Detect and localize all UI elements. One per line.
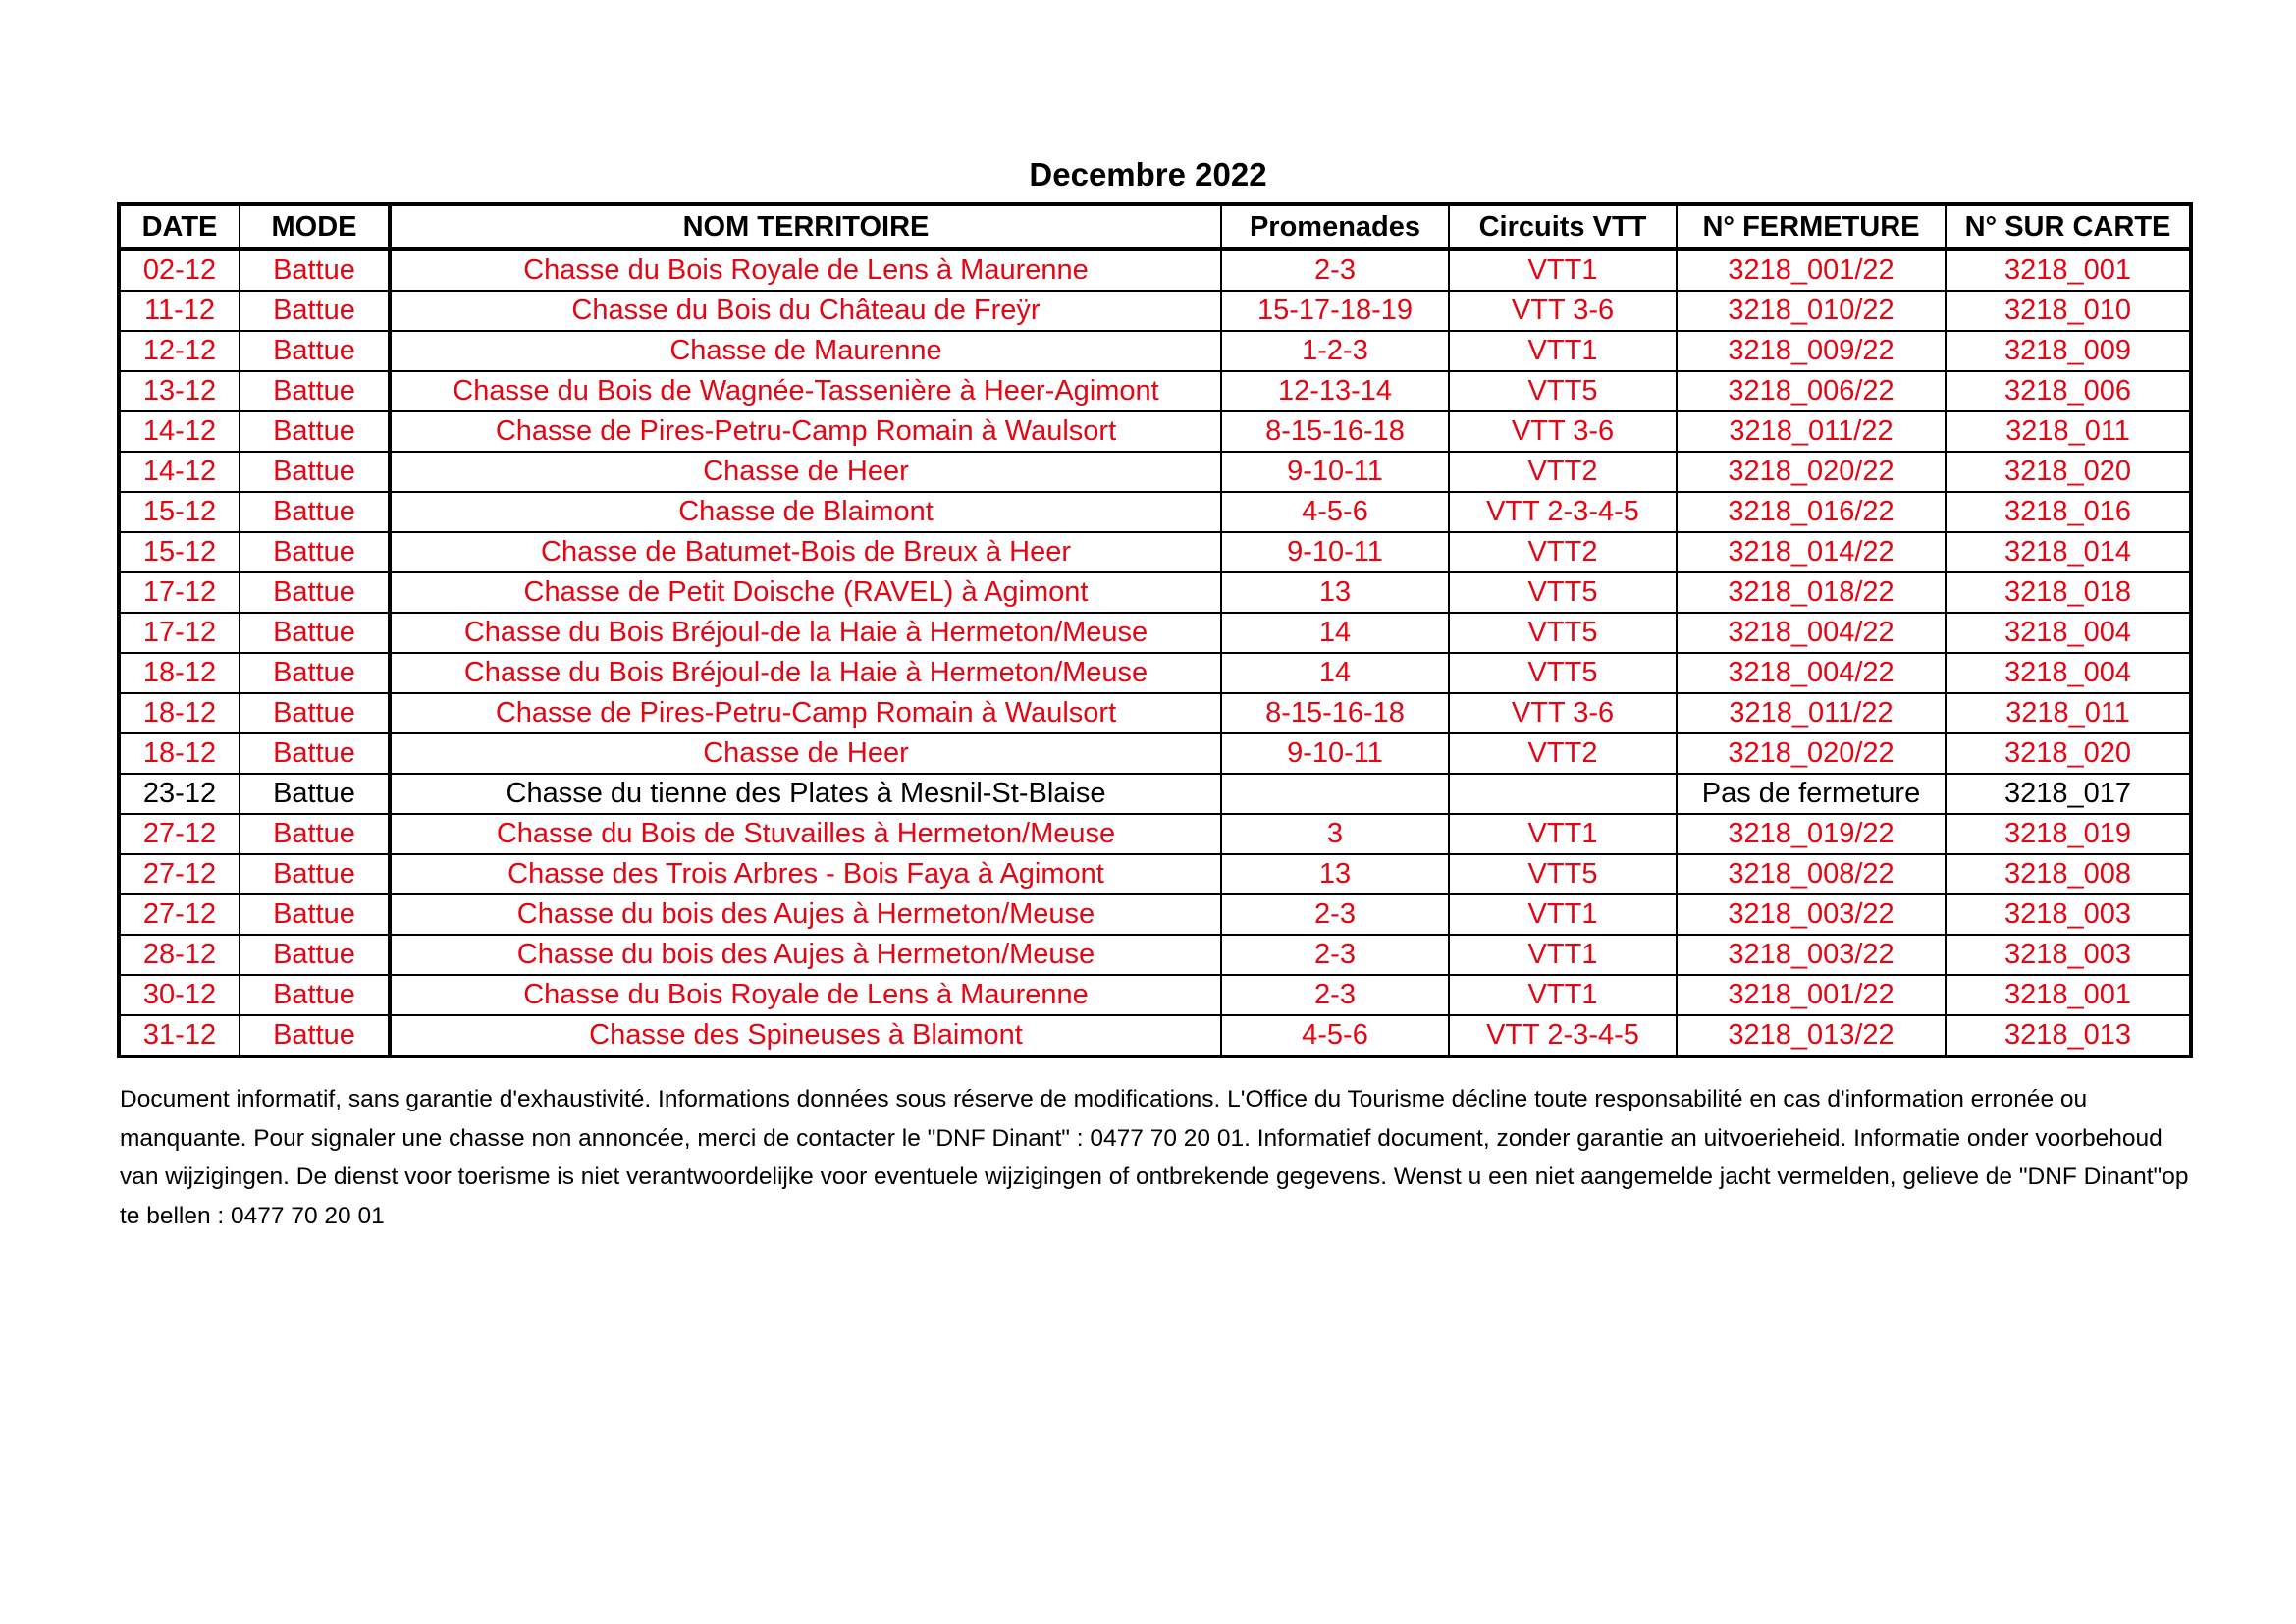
cell-promenades: 9-10-11 (1221, 532, 1449, 572)
cell-carte: 3218_003 (1946, 935, 2191, 975)
cell-promenades: 8-15-16-18 (1221, 693, 1449, 733)
column-header-carte: N° SUR CARTE (1946, 204, 2191, 249)
cell-territoire: Chasse de Pires-Petru-Camp Romain à Waulsort (390, 411, 1221, 452)
cell-date: 15-12 (119, 492, 240, 532)
cell-date: 13-12 (119, 371, 240, 411)
cell-date: 31-12 (119, 1015, 240, 1056)
cell-carte: 3218_004 (1946, 653, 2191, 693)
cell-circuits-vtt: VTT5 (1449, 653, 1677, 693)
cell-carte: 3218_011 (1946, 411, 2191, 452)
cell-carte: 3218_018 (1946, 572, 2191, 613)
cell-circuits-vtt: VTT1 (1449, 249, 1677, 291)
cell-carte: 3218_020 (1946, 452, 2191, 492)
column-header-mode: MODE (240, 204, 390, 249)
table-row (119, 492, 2191, 532)
cell-circuits-vtt: VTT1 (1449, 331, 1677, 371)
cell-territoire: Chasse du bois des Aujes à Hermeton/Meuse (390, 935, 1221, 975)
cell-circuits-vtt: VTT1 (1449, 935, 1677, 975)
table-row (119, 733, 2191, 774)
cell-date: 11-12 (119, 291, 240, 331)
cell-carte: 3218_001 (1946, 975, 2191, 1015)
cell-date: 27-12 (119, 894, 240, 935)
cell-mode: Battue (240, 935, 390, 975)
cell-territoire: Chasse du Bois Royale de Lens à Maurenne (390, 975, 1221, 1015)
cell-fermeture: 3218_001/22 (1677, 249, 1946, 291)
cell-fermeture: 3218_019/22 (1677, 814, 1946, 854)
cell-mode: Battue (240, 452, 390, 492)
cell-circuits-vtt: VTT2 (1449, 733, 1677, 774)
table-row (119, 249, 2191, 291)
cell-mode: Battue (240, 572, 390, 613)
cell-fermeture: 3218_004/22 (1677, 613, 1946, 653)
cell-circuits-vtt: VTT 3-6 (1449, 693, 1677, 733)
cell-mode: Battue (240, 613, 390, 653)
cell-carte: 3218_014 (1946, 532, 2191, 572)
cell-promenades: 2-3 (1221, 935, 1449, 975)
cell-carte: 3218_019 (1946, 814, 2191, 854)
cell-mode: Battue (240, 733, 390, 774)
cell-carte: 3218_010 (1946, 291, 2191, 331)
cell-territoire: Chasse du Bois Bréjoul-de la Haie à Hermeton/Meuse (390, 653, 1221, 693)
cell-date: 18-12 (119, 653, 240, 693)
cell-carte: 3218_001 (1946, 249, 2191, 291)
cell-fermeture: 3218_013/22 (1677, 1015, 1946, 1056)
table-row (119, 613, 2191, 653)
cell-mode: Battue (240, 492, 390, 532)
cell-territoire: Chasse du Bois de Stuvailles à Hermeton/Meuse (390, 814, 1221, 854)
cell-circuits-vtt: VTT5 (1449, 572, 1677, 613)
cell-circuits-vtt: VTT5 (1449, 371, 1677, 411)
cell-territoire: Chasse de Petit Doische (RAVEL) à Agimont (390, 572, 1221, 613)
cell-mode: Battue (240, 371, 390, 411)
cell-fermeture: 3218_020/22 (1677, 733, 1946, 774)
column-header-fermeture: N° FERMETURE (1677, 204, 1946, 249)
table-row (119, 935, 2191, 975)
table-row (119, 572, 2191, 613)
column-header-territoire: NOM TERRITOIRE (390, 204, 1221, 249)
cell-date: 02-12 (119, 249, 240, 291)
table-row (119, 653, 2191, 693)
cell-fermeture: 3218_014/22 (1677, 532, 1946, 572)
table-row (119, 371, 2191, 411)
cell-circuits-vtt: VTT2 (1449, 532, 1677, 572)
cell-date: 18-12 (119, 693, 240, 733)
disclaimer-text: Document informatif, sans garantie d'exhaustivité. Informations données sous réserve de modifications. L'Office du Tourisme décline toute responsabilité en cas d'information erronée ou manquante. Pour signaler une chasse non annoncée, merci de contacter le "DNF Dinant" : 0477 70 20 01. Informatief document, zonder garantie an uitvoerieheid. Informatie onder voorbehoud van wijzigingen. De dienst voor toerisme is niet verantwoordelijke voor eventuele wijzigingen of ontbrekende gegevens. Wenst u een niet aangemelde jacht vermelden, gelieve de "DNF Dinant"op te bellen : 0477 70 20 01 (120, 1086, 2189, 1229)
cell-promenades: 13 (1221, 572, 1449, 613)
cell-mode: Battue (240, 774, 390, 814)
cell-territoire: Chasse du Bois Royale de Lens à Maurenne (390, 249, 1221, 291)
cell-circuits-vtt: VTT1 (1449, 975, 1677, 1015)
cell-carte: 3218_011 (1946, 693, 2191, 733)
cell-mode: Battue (240, 693, 390, 733)
cell-date: 27-12 (119, 814, 240, 854)
column-header-date: DATE (119, 204, 240, 249)
cell-date: 17-12 (119, 572, 240, 613)
cell-promenades: 2-3 (1221, 975, 1449, 1015)
hunting-schedule-table (117, 202, 2193, 1058)
cell-circuits-vtt (1449, 774, 1677, 814)
cell-fermeture: 3218_008/22 (1677, 854, 1946, 894)
cell-circuits-vtt: VTT 2-3-4-5 (1449, 492, 1677, 532)
cell-promenades: 3 (1221, 814, 1449, 854)
cell-fermeture: 3218_003/22 (1677, 935, 1946, 975)
cell-date: 14-12 (119, 411, 240, 452)
table-row (119, 532, 2191, 572)
cell-mode: Battue (240, 1015, 390, 1056)
table-row (119, 975, 2191, 1015)
cell-territoire: Chasse du bois des Aujes à Hermeton/Meuse (390, 894, 1221, 935)
cell-territoire: Chasse de Blaimont (390, 492, 1221, 532)
cell-territoire: Chasse des Trois Arbres - Bois Faya à Agimont (390, 854, 1221, 894)
cell-mode: Battue (240, 653, 390, 693)
cell-fermeture: 3218_006/22 (1677, 371, 1946, 411)
cell-date: 14-12 (119, 452, 240, 492)
cell-date: 23-12 (119, 774, 240, 814)
cell-date: 30-12 (119, 975, 240, 1015)
cell-mode: Battue (240, 894, 390, 935)
cell-promenades: 13 (1221, 854, 1449, 894)
table-row (119, 1015, 2191, 1056)
cell-carte: 3218_013 (1946, 1015, 2191, 1056)
cell-mode: Battue (240, 291, 390, 331)
cell-promenades: 2-3 (1221, 249, 1449, 291)
cell-date: 18-12 (119, 733, 240, 774)
cell-territoire: Chasse du Bois de Wagnée-Tassenière à Heer-Agimont (390, 371, 1221, 411)
cell-circuits-vtt: VTT5 (1449, 854, 1677, 894)
cell-circuits-vtt: VTT1 (1449, 894, 1677, 935)
cell-promenades: 14 (1221, 613, 1449, 653)
cell-carte: 3218_006 (1946, 371, 2191, 411)
cell-mode: Battue (240, 814, 390, 854)
cell-territoire: Chasse de Maurenne (390, 331, 1221, 371)
cell-territoire: Chasse de Heer (390, 452, 1221, 492)
cell-promenades: 9-10-11 (1221, 733, 1449, 774)
cell-territoire: Chasse de Pires-Petru-Camp Romain à Waulsort (390, 693, 1221, 733)
cell-fermeture: 3218_020/22 (1677, 452, 1946, 492)
cell-date: 27-12 (119, 854, 240, 894)
cell-circuits-vtt: VTT1 (1449, 814, 1677, 854)
cell-promenades: 4-5-6 (1221, 492, 1449, 532)
cell-fermeture: 3218_003/22 (1677, 894, 1946, 935)
cell-promenades: 15-17-18-19 (1221, 291, 1449, 331)
cell-carte: 3218_017 (1946, 774, 2191, 814)
table-row (119, 291, 2191, 331)
column-header-promenades: Promenades (1221, 204, 1449, 249)
cell-mode: Battue (240, 411, 390, 452)
table-row (119, 854, 2191, 894)
cell-fermeture: 3218_009/22 (1677, 331, 1946, 371)
table-row (119, 411, 2191, 452)
table-row (119, 693, 2191, 733)
cell-date: 28-12 (119, 935, 240, 975)
cell-fermeture: 3218_011/22 (1677, 411, 1946, 452)
cell-carte: 3218_003 (1946, 894, 2191, 935)
table-row (119, 814, 2191, 854)
page-title: Decembre 2022 (1029, 156, 1267, 192)
cell-promenades: 14 (1221, 653, 1449, 693)
cell-circuits-vtt: VTT2 (1449, 452, 1677, 492)
cell-mode: Battue (240, 532, 390, 572)
cell-circuits-vtt: VTT 2-3-4-5 (1449, 1015, 1677, 1056)
cell-circuits-vtt: VTT5 (1449, 613, 1677, 653)
cell-carte: 3218_020 (1946, 733, 2191, 774)
cell-promenades: 9-10-11 (1221, 452, 1449, 492)
cell-territoire: Chasse du Bois du Château de Freÿr (390, 291, 1221, 331)
table-row (119, 331, 2191, 371)
cell-fermeture: 3218_001/22 (1677, 975, 1946, 1015)
cell-carte: 3218_016 (1946, 492, 2191, 532)
cell-mode: Battue (240, 249, 390, 291)
cell-promenades: 4-5-6 (1221, 1015, 1449, 1056)
cell-date: 17-12 (119, 613, 240, 653)
cell-fermeture: 3218_010/22 (1677, 291, 1946, 331)
table-row (119, 774, 2191, 814)
cell-promenades: 12-13-14 (1221, 371, 1449, 411)
table-row (119, 894, 2191, 935)
cell-territoire: Chasse de Batumet-Bois de Breux à Heer (390, 532, 1221, 572)
cell-mode: Battue (240, 975, 390, 1015)
table-header-row (119, 204, 2191, 249)
cell-fermeture: Pas de fermeture (1677, 774, 1946, 814)
cell-promenades: 8-15-16-18 (1221, 411, 1449, 452)
cell-carte: 3218_004 (1946, 613, 2191, 653)
cell-fermeture: 3218_004/22 (1677, 653, 1946, 693)
cell-carte: 3218_008 (1946, 854, 2191, 894)
cell-circuits-vtt: VTT 3-6 (1449, 291, 1677, 331)
cell-territoire: Chasse du Bois Bréjoul-de la Haie à Hermeton/Meuse (390, 613, 1221, 653)
cell-promenades (1221, 774, 1449, 814)
cell-circuits-vtt: VTT 3-6 (1449, 411, 1677, 452)
cell-fermeture: 3218_011/22 (1677, 693, 1946, 733)
cell-fermeture: 3218_016/22 (1677, 492, 1946, 532)
cell-promenades: 1-2-3 (1221, 331, 1449, 371)
cell-promenades: 2-3 (1221, 894, 1449, 935)
cell-fermeture: 3218_018/22 (1677, 572, 1946, 613)
column-header-circuits-vtt: Circuits VTT (1449, 204, 1677, 249)
cell-territoire: Chasse des Spineuses à Blaimont (390, 1015, 1221, 1056)
cell-carte: 3218_009 (1946, 331, 2191, 371)
cell-mode: Battue (240, 331, 390, 371)
cell-date: 15-12 (119, 532, 240, 572)
table-row (119, 452, 2191, 492)
cell-date: 12-12 (119, 331, 240, 371)
cell-territoire: Chasse du tienne des Plates à Mesnil-St-Blaise (390, 774, 1221, 814)
cell-territoire: Chasse de Heer (390, 733, 1221, 774)
table-body (119, 249, 2191, 1056)
cell-mode: Battue (240, 854, 390, 894)
